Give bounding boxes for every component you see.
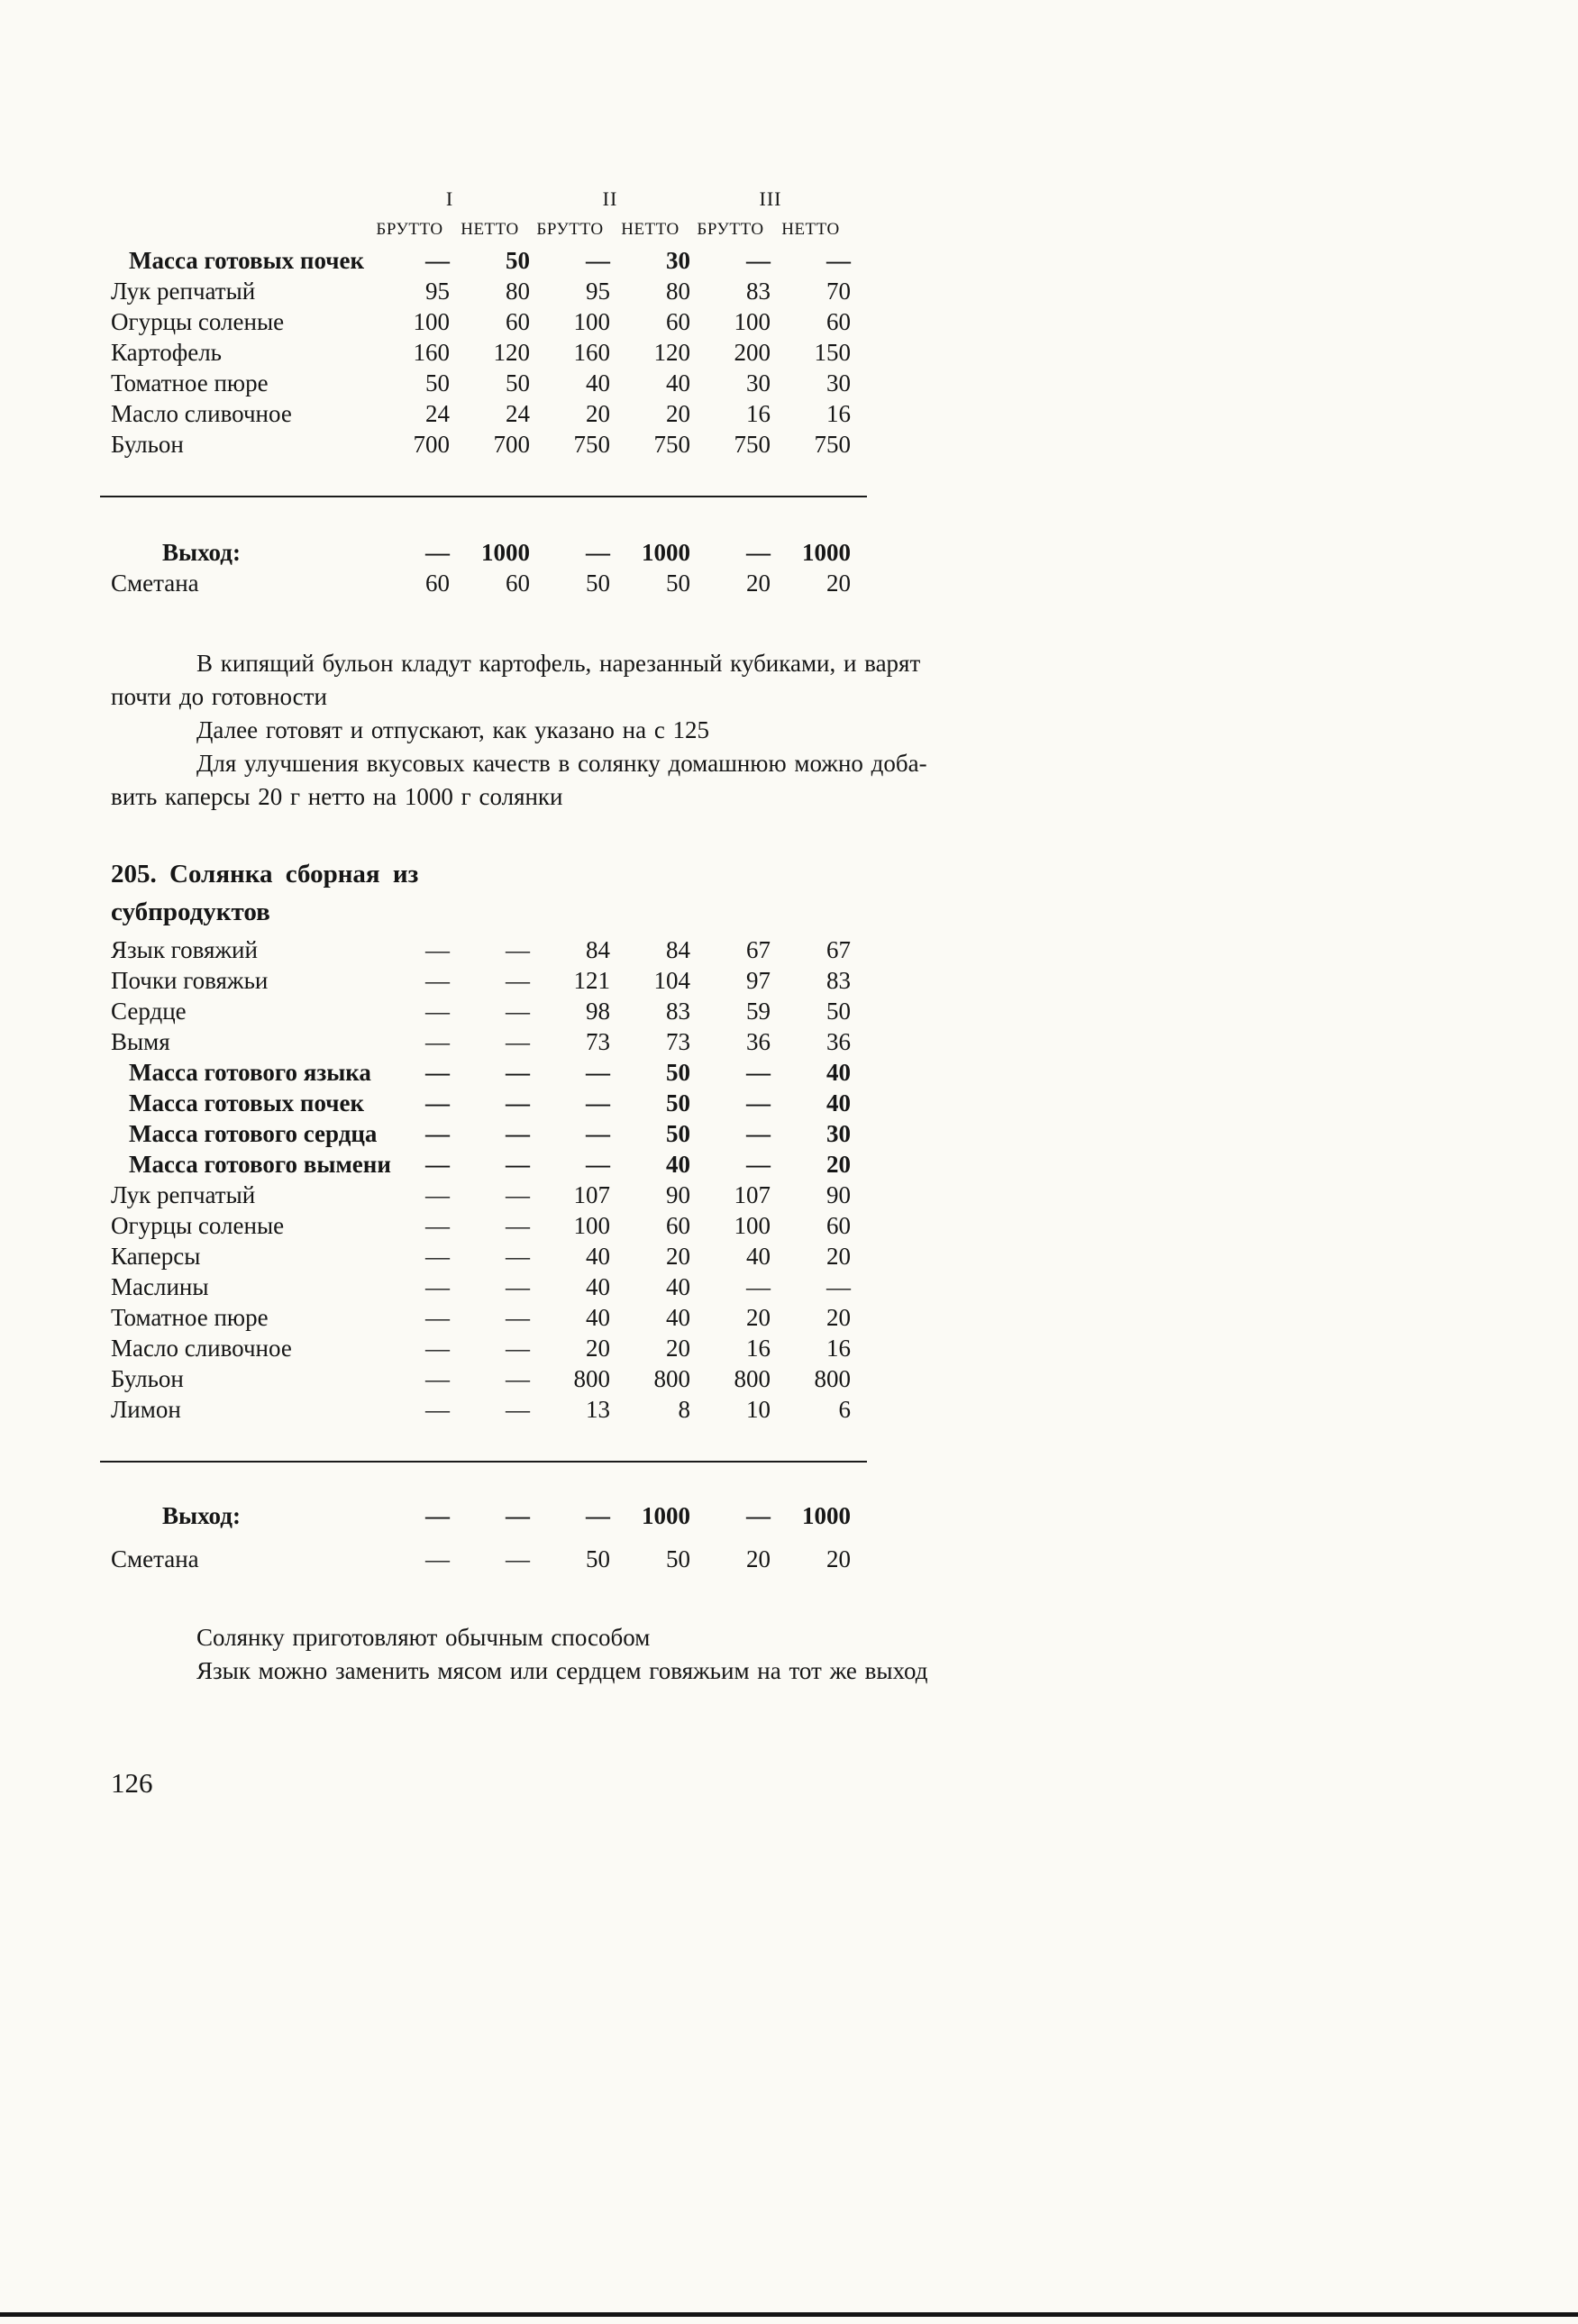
- value-cell: 50: [666, 570, 690, 597]
- value-cell: —: [826, 1273, 851, 1300]
- value-cell: 60: [425, 570, 450, 597]
- value-cell: 73: [586, 1028, 610, 1055]
- table1-row: [111, 245, 940, 276]
- subcol-netto-3: НЕТТО: [781, 220, 840, 239]
- value-cell: —: [425, 539, 450, 566]
- value-cell: —: [746, 247, 771, 274]
- value-cell: 1000: [642, 1502, 690, 1529]
- value-cell: 8: [678, 1396, 690, 1423]
- text-block: [111, 0, 940, 1800]
- value-cell: 83: [666, 998, 690, 1025]
- note-line: почти до готовности: [111, 683, 327, 710]
- row-label: Масса готового вымени: [129, 1151, 391, 1178]
- value-cell: —: [506, 1059, 530, 1086]
- value-cell: —: [425, 1120, 450, 1147]
- value-cell: —: [506, 1396, 530, 1423]
- table2-row: [111, 1026, 940, 1057]
- value-cell: 13: [586, 1396, 610, 1423]
- value-cell: —: [746, 539, 771, 566]
- value-cell: 80: [666, 278, 690, 305]
- value-cell: —: [425, 1304, 450, 1331]
- value-cell: 20: [746, 1304, 771, 1331]
- row-label: Масса готового языка: [129, 1059, 371, 1086]
- value-cell: —: [746, 1089, 771, 1116]
- value-cell: 40: [666, 369, 690, 396]
- value-cell: 20: [586, 1335, 610, 1362]
- value-cell: 750: [573, 431, 610, 458]
- value-cell: 800: [653, 1365, 690, 1392]
- value-cell: —: [425, 1028, 450, 1055]
- value-cell: —: [506, 1151, 530, 1178]
- value-cell: 200: [734, 339, 771, 366]
- value-cell: 16: [746, 400, 771, 427]
- value-cell: —: [425, 1365, 450, 1392]
- table2-row: [111, 1118, 940, 1149]
- table1-row: [111, 398, 940, 429]
- value-cell: 20: [666, 400, 690, 427]
- value-cell: 750: [653, 431, 690, 458]
- value-cell: 84: [586, 936, 610, 963]
- value-cell: —: [506, 1335, 530, 1362]
- recipe-heading: [111, 855, 940, 931]
- value-cell: 1000: [642, 539, 690, 566]
- value-cell: —: [506, 1273, 530, 1300]
- table1-row: [111, 306, 940, 337]
- value-cell: —: [746, 1502, 771, 1529]
- value-cell: —: [506, 1545, 530, 1572]
- row-label: Лимон: [111, 1396, 181, 1423]
- value-cell: —: [826, 247, 851, 274]
- row-label: Лук репчатый: [111, 278, 256, 305]
- table2-row: [111, 934, 940, 965]
- value-cell: 20: [826, 1304, 851, 1331]
- value-cell: —: [586, 539, 610, 566]
- value-cell: —: [506, 1120, 530, 1147]
- column-group-label-1: I: [445, 187, 454, 210]
- value-cell: 30: [826, 369, 851, 396]
- value-cell: 120: [653, 339, 690, 366]
- notes-after-table-1: [111, 647, 940, 814]
- table1-output-row: [111, 568, 940, 598]
- table1-row: [111, 337, 940, 368]
- value-cell: 16: [826, 1335, 851, 1362]
- table2-row: [111, 1149, 940, 1180]
- table-2-ingredients: [111, 934, 940, 1425]
- recipe-title-line-1: 205. Солянка сборная из: [111, 860, 419, 889]
- value-cell: —: [586, 247, 610, 274]
- value-cell: —: [425, 1151, 450, 1178]
- row-label: Огурцы соленые: [111, 308, 285, 335]
- value-cell: —: [425, 998, 450, 1025]
- table2-row: [111, 996, 940, 1026]
- value-cell: —: [746, 1273, 771, 1300]
- value-cell: 24: [425, 400, 450, 427]
- value-cell: 50: [506, 369, 530, 396]
- value-cell: 40: [826, 1059, 851, 1086]
- row-label: Сметана: [111, 1545, 199, 1572]
- divider-line-2: [100, 1461, 867, 1463]
- value-cell: 100: [413, 308, 450, 335]
- value-cell: —: [586, 1502, 610, 1529]
- value-cell: 59: [746, 998, 771, 1025]
- table2-row: [111, 1180, 940, 1210]
- value-cell: 100: [573, 308, 610, 335]
- value-cell: 67: [746, 936, 771, 963]
- value-cell: 800: [573, 1365, 610, 1392]
- value-cell: 10: [746, 1396, 771, 1423]
- value-cell: 750: [734, 431, 771, 458]
- value-cell: 50: [506, 247, 530, 274]
- table2-row: [111, 1210, 940, 1241]
- value-cell: —: [425, 1089, 450, 1116]
- row-label: Вымя: [111, 1028, 170, 1055]
- value-cell: 100: [734, 308, 771, 335]
- value-cell: 50: [666, 1545, 690, 1572]
- row-label: Томатное пюре: [111, 1304, 269, 1331]
- value-cell: 60: [666, 308, 690, 335]
- note-line: Для улучшения вкусовых качеств в солянку домашнюю можно доба-: [196, 750, 927, 777]
- row-label: Огурцы соленые: [111, 1212, 285, 1239]
- subcol-netto-2: НЕТТО: [621, 220, 680, 239]
- value-cell: 50: [666, 1059, 690, 1086]
- value-cell: 83: [746, 278, 771, 305]
- value-cell: 150: [814, 339, 851, 366]
- row-label: Томатное пюре: [111, 369, 269, 396]
- row-label: Масса готового сердца: [129, 1120, 378, 1147]
- value-cell: 20: [746, 570, 771, 597]
- value-cell: —: [586, 1120, 610, 1147]
- value-cell: 40: [586, 369, 610, 396]
- value-cell: 800: [814, 1365, 851, 1392]
- value-cell: —: [425, 1181, 450, 1208]
- column-group-label-2: II: [602, 187, 618, 210]
- column-group-header-row: [111, 187, 940, 211]
- value-cell: 20: [666, 1243, 690, 1270]
- value-cell: 40: [586, 1304, 610, 1331]
- value-cell: 160: [413, 339, 450, 366]
- value-cell: —: [425, 1212, 450, 1239]
- value-cell: 50: [425, 369, 450, 396]
- value-cell: —: [425, 1059, 450, 1086]
- value-cell: 120: [493, 339, 530, 366]
- table-1-output: [111, 537, 940, 598]
- row-label: Язык говяжий: [111, 936, 258, 963]
- value-cell: —: [586, 1059, 610, 1086]
- value-cell: —: [506, 1502, 530, 1529]
- value-cell: 90: [826, 1181, 851, 1208]
- note-line: В кипящий бульон кладут картофель, нарезанный кубиками, и варят: [196, 650, 921, 677]
- value-cell: —: [425, 1396, 450, 1423]
- value-cell: —: [506, 1212, 530, 1239]
- value-cell: 50: [666, 1089, 690, 1116]
- note-line: Язык можно заменить мясом или сердцем говяжьим на тот же выход: [196, 1657, 928, 1684]
- row-label: Каперсы: [111, 1243, 201, 1270]
- value-cell: —: [506, 936, 530, 963]
- value-cell: 98: [586, 998, 610, 1025]
- value-cell: 800: [734, 1365, 771, 1392]
- column-subheader-row: [111, 220, 940, 240]
- subcol-netto-1: НЕТТО: [461, 220, 519, 239]
- value-cell: 20: [666, 1335, 690, 1362]
- value-cell: 24: [506, 400, 530, 427]
- value-cell: 73: [666, 1028, 690, 1055]
- row-label: Маслины: [111, 1273, 209, 1300]
- notes-after-table-2: [111, 1621, 940, 1688]
- subcol-brutto-3: БРУТТО: [697, 220, 764, 239]
- value-cell: 1000: [802, 1502, 851, 1529]
- recipe-title-line-2: субпродуктов: [111, 898, 270, 926]
- row-label: Сердце: [111, 998, 187, 1025]
- header-spacer: [111, 187, 369, 211]
- value-cell: —: [586, 1151, 610, 1178]
- value-cell: 30: [826, 1120, 851, 1147]
- value-cell: —: [425, 1273, 450, 1300]
- table2-row: [111, 1302, 940, 1333]
- note-line: Солянку приготовляют обычным способом: [196, 1624, 651, 1651]
- value-cell: 60: [506, 308, 530, 335]
- value-cell: 40: [666, 1151, 690, 1178]
- value-cell: 104: [653, 967, 690, 994]
- table2-row: [111, 1088, 940, 1118]
- table2-output-row: [111, 1544, 940, 1574]
- table2-row: [111, 1333, 940, 1363]
- value-cell: —: [506, 967, 530, 994]
- value-cell: 60: [826, 1212, 851, 1239]
- value-cell: 121: [573, 967, 610, 994]
- value-cell: 40: [586, 1273, 610, 1300]
- value-cell: —: [425, 1502, 450, 1529]
- value-cell: 750: [814, 431, 851, 458]
- value-cell: —: [506, 1089, 530, 1116]
- value-cell: 40: [586, 1243, 610, 1270]
- value-cell: 60: [506, 570, 530, 597]
- table-2-output: [111, 1500, 940, 1574]
- value-cell: 50: [586, 570, 610, 597]
- value-cell: 95: [425, 278, 450, 305]
- value-cell: —: [586, 1089, 610, 1116]
- row-label: Выход:: [162, 539, 241, 566]
- value-cell: 20: [746, 1545, 771, 1572]
- value-cell: —: [746, 1151, 771, 1178]
- value-cell: 20: [826, 570, 851, 597]
- row-label: Бульон: [111, 431, 184, 458]
- value-cell: —: [425, 1243, 450, 1270]
- table2-row: [111, 1057, 940, 1088]
- value-cell: 20: [586, 400, 610, 427]
- value-cell: —: [425, 1545, 450, 1572]
- row-label: Масса готовых почек: [129, 247, 365, 274]
- value-cell: —: [425, 936, 450, 963]
- note-line: Далее готовят и отпускают, как указано на с 125: [196, 716, 710, 743]
- value-cell: 36: [826, 1028, 851, 1055]
- table-1-ingredients: [111, 245, 940, 460]
- value-cell: —: [746, 1059, 771, 1086]
- value-cell: 36: [746, 1028, 771, 1055]
- value-cell: —: [506, 1028, 530, 1055]
- row-label: Бульон: [111, 1365, 184, 1392]
- value-cell: 700: [413, 431, 450, 458]
- value-cell: 107: [734, 1181, 771, 1208]
- value-cell: 30: [746, 369, 771, 396]
- value-cell: 16: [826, 400, 851, 427]
- table2-row: [111, 1271, 940, 1302]
- page-number: 126: [111, 1767, 153, 1799]
- value-cell: 50: [586, 1545, 610, 1572]
- table2-output-row: [111, 1500, 940, 1531]
- value-cell: 95: [586, 278, 610, 305]
- value-cell: —: [506, 1181, 530, 1208]
- value-cell: 60: [666, 1212, 690, 1239]
- value-cell: 160: [573, 339, 610, 366]
- subcol-brutto-1: БРУТТО: [376, 220, 443, 239]
- value-cell: 90: [666, 1181, 690, 1208]
- table1-output-row: [111, 537, 940, 568]
- value-cell: 80: [506, 278, 530, 305]
- value-cell: 20: [826, 1151, 851, 1178]
- note-line: вить каперсы 20 г нетто на 1000 г солянки: [111, 783, 563, 810]
- value-cell: —: [425, 247, 450, 274]
- value-cell: —: [506, 1243, 530, 1270]
- row-label: Картофель: [111, 339, 222, 366]
- divider-line-1: [100, 496, 867, 497]
- value-cell: 1000: [481, 539, 530, 566]
- table1-row: [111, 429, 940, 460]
- value-cell: 107: [573, 1181, 610, 1208]
- value-cell: 100: [573, 1212, 610, 1239]
- row-label: Сметана: [111, 570, 199, 597]
- value-cell: 40: [666, 1273, 690, 1300]
- value-cell: 67: [826, 936, 851, 963]
- value-cell: —: [425, 1335, 450, 1362]
- value-cell: 20: [826, 1243, 851, 1270]
- value-cell: —: [506, 1304, 530, 1331]
- table2-row: [111, 1241, 940, 1271]
- value-cell: 1000: [802, 539, 851, 566]
- row-label: Масло сливочное: [111, 400, 292, 427]
- header-spacer: [111, 220, 369, 240]
- scan-edge-line: [0, 2312, 1578, 2317]
- table2-row: [111, 1363, 940, 1394]
- value-cell: —: [506, 1365, 530, 1392]
- value-cell: 6: [838, 1396, 851, 1423]
- value-cell: 50: [666, 1120, 690, 1147]
- row-label: Почки говяжьи: [111, 967, 269, 994]
- value-cell: 83: [826, 967, 851, 994]
- value-cell: 40: [746, 1243, 771, 1270]
- value-cell: —: [425, 967, 450, 994]
- value-cell: 30: [666, 247, 690, 274]
- row-label: Выход:: [162, 1502, 241, 1529]
- row-label: Лук репчатый: [111, 1181, 256, 1208]
- subcol-brutto-2: БРУТТО: [536, 220, 604, 239]
- value-cell: 97: [746, 967, 771, 994]
- column-group-label-3: III: [759, 187, 782, 210]
- value-cell: 40: [666, 1304, 690, 1331]
- value-cell: 50: [826, 998, 851, 1025]
- table2-row: [111, 1394, 940, 1425]
- value-cell: 16: [746, 1335, 771, 1362]
- value-cell: 20: [826, 1545, 851, 1572]
- row-label: Масло сливочное: [111, 1335, 292, 1362]
- value-cell: 40: [826, 1089, 851, 1116]
- table1-row: [111, 276, 940, 306]
- value-cell: —: [506, 998, 530, 1025]
- value-cell: 84: [666, 936, 690, 963]
- row-label: Масса готовых почек: [129, 1089, 365, 1116]
- table1-row: [111, 368, 940, 398]
- table2-row: [111, 965, 940, 996]
- value-cell: 70: [826, 278, 851, 305]
- value-cell: —: [746, 1120, 771, 1147]
- value-cell: 100: [734, 1212, 771, 1239]
- value-cell: 60: [826, 308, 851, 335]
- value-cell: 700: [493, 431, 530, 458]
